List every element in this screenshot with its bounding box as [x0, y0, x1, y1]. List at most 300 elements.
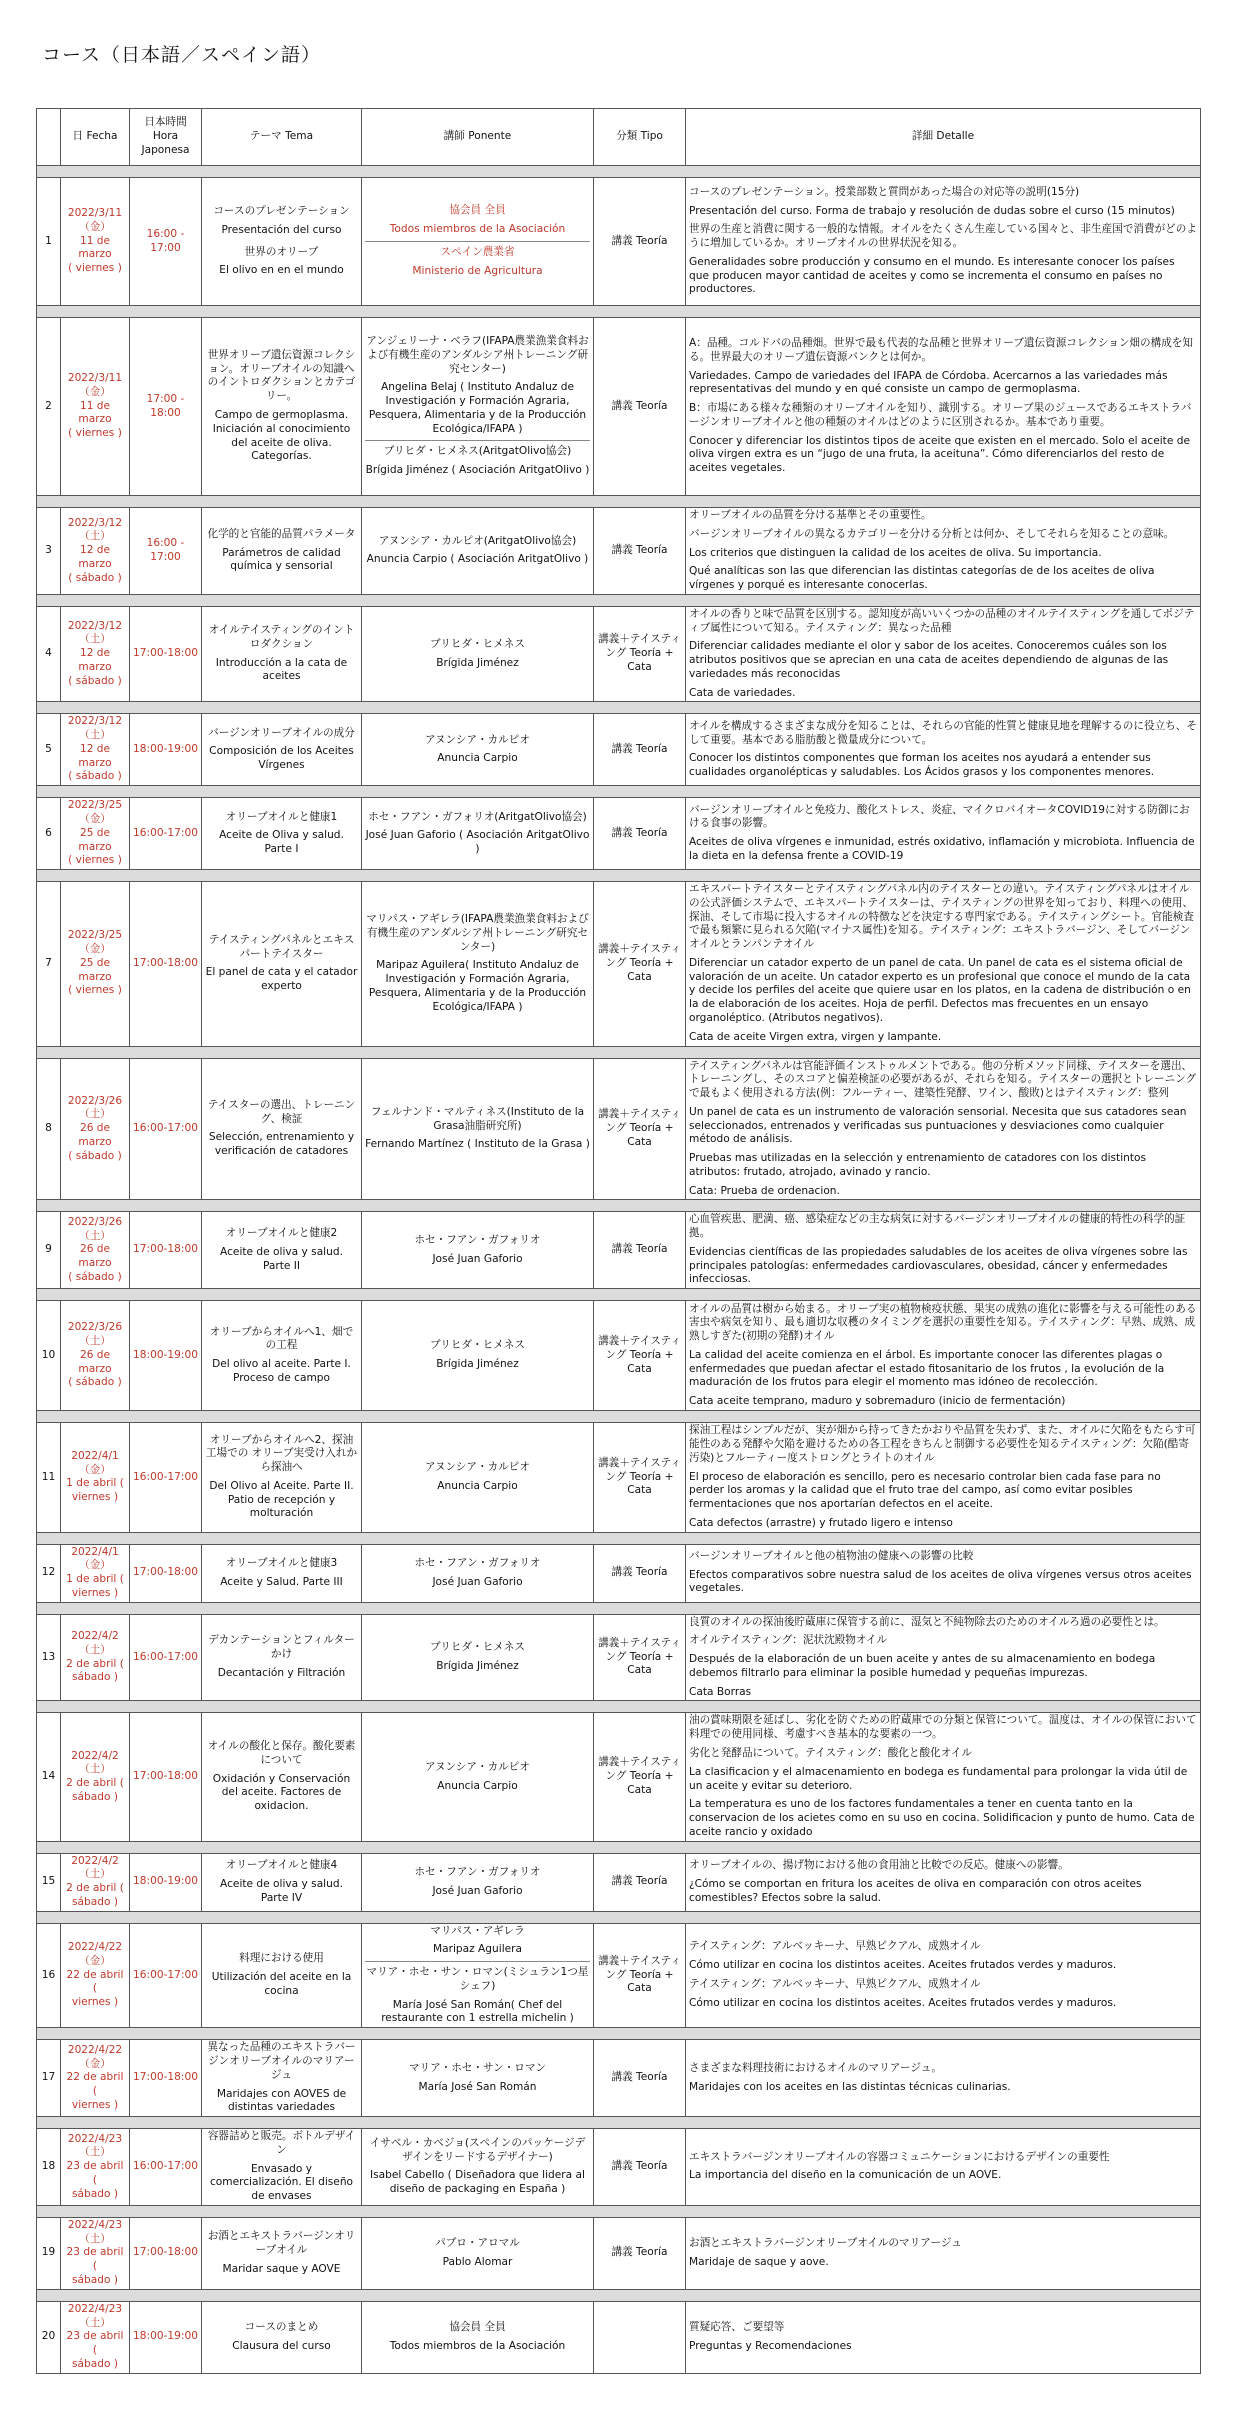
- row-separator: [37, 594, 1201, 606]
- date-line: 23 de abril (: [66, 2160, 124, 2186]
- speaker-entry: [365, 1761, 590, 1794]
- row-time: 16:00-17:00: [130, 1058, 202, 1200]
- detail-line: オイルの品質は樹から始まる。オリーブ実の植物検疫状態、果実の成熟の進化に影響を与える可能性のある害虫や病気を知り、最も適切な収穫のタイミングを選択の重要性を知る。テイスティング：早熟、成熟、成熟しすぎた(初期の発酵)オイル: [689, 1302, 1197, 1343]
- theme-jp: オリーブからオイルへ2、探油工場での オリーブ実受け入れから探油へ: [205, 1433, 358, 1474]
- speaker-jp: アヌンシア・カルピオ(AritgatOlivo協会): [378, 534, 577, 547]
- row-date: [61, 714, 130, 786]
- date-line: viernes ): [71, 1491, 119, 1504]
- date-line: 2022/4/2（土）: [71, 1749, 119, 1776]
- table-row: [37, 2129, 1201, 2206]
- row-theme: [202, 1544, 362, 1602]
- row-tipo: 講義 Teoría: [594, 178, 686, 306]
- header-detail: 詳細 Detalle: [686, 109, 1201, 166]
- detail-line: 良質のオイルの探油後貯蔵庫に保管する前に、湿気と不純物除去のためのオイルろ過の必要性とは。: [689, 1615, 1165, 1628]
- date-line: 1 de abril (: [66, 1573, 124, 1586]
- row-time: 17:00-18:00: [130, 1713, 202, 1841]
- detail-line: Cata: Prueba de ordenacion.: [689, 1184, 840, 1197]
- row-time: 17:00 - 18:00: [130, 318, 202, 496]
- date-line: （金）: [79, 2057, 111, 2070]
- row-theme: [202, 318, 362, 496]
- date-line: 2022/3/12: [67, 715, 123, 728]
- theme-es: Maridajes con AOVES de distintas variedades: [216, 2087, 347, 2114]
- table-row: [37, 1058, 1201, 1200]
- theme-es: Envasado y comercialización. El diseño de envases: [209, 2162, 354, 2203]
- row-separator-cell: [37, 1841, 1201, 1853]
- row-date: [61, 1713, 130, 1841]
- detail-line: Pruebas mas utilizadas en la selección y entrenamiento de catadores con los distintos atributos: frutado, atrojado, avinado y rancio.: [689, 1152, 1147, 1178]
- row-time: 17:00-18:00: [130, 1544, 202, 1602]
- row-separator-cell: [37, 1411, 1201, 1423]
- speaker-es: Maripaz Aguilera( Instituto Andaluz de Investigación y Formación Agraria, Pesquera, Alimentaria y de la Producción Ecológica/IFAPA ): [368, 959, 587, 1013]
- row-detail: [686, 1544, 1201, 1602]
- row-tipo: 講義 Teoría: [594, 2040, 686, 2117]
- row-date: [61, 2129, 130, 2206]
- detail-line: Diferenciar un catador experto de un panel de cata. Un panel de cata es el sistema oficial de valoración de un aceite. Un catador experto es un profesional que conoce el mundo de la cata y decide los perfiles del aceite que quiere usar en los platos, en la cadena de distribución o en la de elaboración de los aceites. Hoja de perfil. Defectos mas frecuentes en un ensayo organoléptico. (Atributos negativos).: [689, 956, 1191, 1024]
- table-row: [37, 606, 1201, 702]
- date-line: 12 de marzo: [78, 742, 112, 769]
- row-speaker: [362, 882, 594, 1046]
- theme-jp: オリーブオイルと健康2: [225, 1227, 338, 1240]
- theme-jp: オリーブからオイルへ1、畑での工程: [209, 1325, 354, 1352]
- detail-line: エキストラバージンオリーブオイルの容器コミュニケーションにおけるデザインの重要性: [689, 2150, 1110, 2163]
- row-theme: [202, 1212, 362, 1289]
- row-theme: [202, 1614, 362, 1701]
- row-theme: [202, 798, 362, 870]
- speaker-entry: [365, 335, 590, 436]
- row-theme: [202, 2129, 362, 2206]
- date-line: 2022/4/1（金）: [71, 1545, 119, 1572]
- row-separator-cell: [37, 786, 1201, 798]
- row-speaker: [362, 178, 594, 306]
- speaker-jp: パブロ・アロマル: [435, 2237, 520, 2250]
- theme-jp: オリーブオイルと健康4: [225, 1858, 338, 1871]
- row-time: 16:00-17:00: [130, 1923, 202, 2028]
- row-separator-cell: [37, 496, 1201, 508]
- row-date: [61, 798, 130, 870]
- row-separator: [37, 166, 1201, 178]
- date-line: （土）: [79, 530, 111, 543]
- course-schedule-table: [36, 108, 1201, 2374]
- speaker-jp: イサベル・カベジョ(スペインのパッケージデザインをリードするデザイナー): [369, 2136, 586, 2163]
- row-tipo: 講義 Teoría: [594, 2129, 686, 2206]
- row-tipo: 講義＋テイスティング Teoría + Cata: [594, 1058, 686, 1200]
- table-row: [37, 1923, 1201, 2028]
- detail-line: お酒とエキストラバージンオリーブオイルのマリアージュ: [689, 2237, 962, 2250]
- row-separator-cell: [37, 2289, 1201, 2301]
- date-line: 2022/4/22: [67, 1941, 123, 1954]
- row-speaker: [362, 714, 594, 786]
- detail-line: Qué analíticas son las que diferencian las distintas categorías de de los aceites de oliva vírgenes y porqué es interesante conocerlas.: [689, 565, 1155, 592]
- row-tipo: 講義＋テイスティング Teoría + Cata: [594, 606, 686, 702]
- speaker-entry: [365, 241, 590, 279]
- detail-line: 質疑応答、ご要望等: [689, 2320, 785, 2333]
- row-number: 1: [37, 178, 61, 306]
- speaker-entry: [365, 734, 590, 767]
- table-row: [37, 1853, 1201, 1911]
- table-row: [37, 318, 1201, 496]
- detail-line: Efectos comparativos sobre nuestra salud de los aceites de oliva vírgenes versus otros aceites vegetales.: [689, 1568, 1192, 1595]
- date-line: 2022/3/26: [67, 1094, 123, 1107]
- detail-line: オイルを構成するさまざまな成分を知ることは、それらの官能的性質と健康見地を理解するのに役立ち、そして重要。基本である脂肪酸と微量成分について。: [689, 719, 1197, 746]
- row-number: 6: [37, 798, 61, 870]
- date-line: viernes ): [71, 1996, 119, 2009]
- date-line: 2 de abril (: [66, 1657, 124, 1670]
- detail-line: Evidencias científicas de las propiedades saludables de los aceites de oliva vírgenes sobre las principales patologías: enfermedades cardiovasculares, obesidad, cáncer y enfermedades infecciosas.: [689, 1245, 1188, 1286]
- row-time: 18:00-19:00: [130, 2301, 202, 2373]
- detail-line: オイルの香りと味で品質を区別する。認知度が高いいくつかの品種のオイルテイスティングを通してポジティブ属性について知る。テイスティング：異なった品種: [689, 607, 1195, 634]
- date-line: 2022/4/2（土）: [71, 1630, 119, 1656]
- header-speaker: 講師 Ponente: [362, 109, 594, 166]
- speaker-entry: [365, 1461, 590, 1494]
- speaker-es: Ministerio de Agricultura: [412, 264, 543, 277]
- row-date: [61, 318, 130, 496]
- theme-es: Introducción a la cata de aceites: [215, 656, 348, 683]
- row-time: 16:00-17:00: [130, 1614, 202, 1701]
- detail-line: オリーブオイルの、揚げ物における他の食用油と比較での反応。健康への影響。: [689, 1858, 1069, 1871]
- speaker-jp: マリア・ホセ・サン・ロマン(ミシュラン1つ星シェフ): [366, 1966, 589, 1992]
- theme-es: Oxidación y Conservación del aceite. Factores de oxidacion.: [212, 1772, 351, 1813]
- speaker-es: Brígida Jiménez ( Asociación AritgatOlivo ): [365, 464, 590, 477]
- row-theme: [202, 1301, 362, 1411]
- date-line: ( viernes ): [68, 854, 122, 867]
- detail-line: バージンオリーブオイルと免疫力、酸化ストレス、炎症、マイクロバイオータCOVID19に対する防御における食事の影響。: [689, 803, 1190, 830]
- speaker-entry: [365, 1925, 590, 1958]
- date-line: ( sábado ): [68, 1376, 122, 1389]
- row-theme: [202, 2301, 362, 2373]
- date-line: （金）: [79, 813, 111, 826]
- row-separator: [37, 306, 1201, 318]
- detail-line: Los criterios que distinguen la calidad de los aceites de oliva. Su importancia.: [689, 546, 1102, 559]
- row-detail: [686, 1853, 1201, 1911]
- row-detail: [686, 2301, 1201, 2373]
- table-row: [37, 798, 1201, 870]
- speaker-entry: [365, 2321, 590, 2354]
- row-time: 17:00-18:00: [130, 1212, 202, 1289]
- row-detail: [686, 882, 1201, 1046]
- date-line: 2022/3/26: [67, 1215, 123, 1228]
- row-detail: [686, 606, 1201, 702]
- row-separator: [37, 1841, 1201, 1853]
- date-line: sábado ): [72, 1790, 118, 1803]
- row-separator: [37, 2028, 1201, 2040]
- row-tipo: [594, 2301, 686, 2373]
- date-line: 25 de marzo: [78, 956, 112, 983]
- row-tipo: 講義＋テイスティング Teoría + Cata: [594, 1423, 686, 1532]
- row-number: 12: [37, 1544, 61, 1602]
- theme-jp: 容器詰めと販売。ボトルデザイン: [207, 2130, 356, 2156]
- row-separator: [37, 2205, 1201, 2217]
- row-number: 5: [37, 714, 61, 786]
- detail-line: Aceites de oliva vírgenes e inmunidad, estrés oxidativo, inflamación y microbiota. Influencia de la dieta en la defensa frente a COVID-19: [689, 836, 1195, 862]
- row-speaker: [362, 606, 594, 702]
- speaker-es: Angelina Belaj ( Instituto Andaluz de Investigación y Formación Agraria, Pesquera, Alimentaria y de la Producción Ecológica/IFAPA ): [368, 381, 587, 435]
- row-date: [61, 2040, 130, 2117]
- theme-es: Decantación y Filtración: [217, 1666, 346, 1679]
- row-speaker: [362, 2040, 594, 2117]
- row-date: [61, 2301, 130, 2373]
- detail-line: A：品種。コルドバの品種畑。世界で最も代表的な品種と世界オリーブ遺伝資源コレクション畑の構成を知る。世界最大のオリーブ遺伝資源バンクとは何か。: [689, 337, 1193, 363]
- detail-line: オリーブオイルの品質を分ける基準とその重要性。: [689, 509, 932, 521]
- date-line: sábado ): [72, 2187, 118, 2200]
- detail-line: バージンオリーブオイルの異なるカテゴリーを分ける分析とは何か、そしてそれらを知ることの意味。: [689, 527, 1175, 540]
- date-line: 1 de abril (: [66, 1477, 124, 1490]
- speaker-entry: [365, 204, 590, 237]
- speaker-jp: ホセ・フアン・ガフォリオ: [414, 1234, 541, 1247]
- row-separator-cell: [37, 166, 1201, 178]
- row-separator-cell: [37, 702, 1201, 714]
- row-time: 16:00 - 17:00: [130, 508, 202, 595]
- date-line: 22 de abril (: [66, 2071, 124, 2098]
- detail-line: Maridaje de saque y aove.: [689, 2255, 829, 2268]
- detail-line: Cata defectos (arrastre) y frutado ligero e intenso: [689, 1516, 953, 1529]
- row-separator: [37, 702, 1201, 714]
- date-line: 23 de abril (: [66, 2330, 124, 2357]
- theme-es: Maridar saque y AOVE: [222, 2262, 341, 2275]
- date-line: 22 de abril (: [66, 1968, 124, 1995]
- detail-line: Preguntas y Recomendaciones: [689, 2339, 852, 2352]
- theme-es: Parámetros de calidad química y sensorial: [222, 546, 341, 573]
- row-tipo: 講義 Teoría: [594, 1544, 686, 1602]
- date-line: （金）: [79, 385, 111, 398]
- detail-line: さまざまな料理技術におけるオイルのマリアージュ。: [689, 2061, 942, 2074]
- table-row: [37, 1544, 1201, 1602]
- row-detail: [686, 2129, 1201, 2206]
- date-line: 2022/4/1（金）: [71, 1449, 119, 1476]
- date-line: ( viernes ): [68, 427, 122, 440]
- row-speaker: [362, 1923, 594, 2028]
- date-line: ( sábado ): [68, 674, 122, 687]
- row-theme: [202, 2217, 362, 2289]
- row-separator: [37, 1602, 1201, 1614]
- date-line: 23 de abril (: [66, 2246, 124, 2273]
- row-tipo: 講義 Teoría: [594, 1853, 686, 1911]
- theme-jp: オリーブオイルと健康1: [225, 810, 338, 823]
- speaker-entry: [365, 440, 590, 478]
- row-tipo: 講義 Teoría: [594, 318, 686, 496]
- row-separator: [37, 1411, 1201, 1423]
- row-speaker: [362, 1212, 594, 1289]
- row-date: [61, 1923, 130, 2028]
- speaker-entry: [365, 811, 590, 857]
- speaker-entry: [365, 1961, 590, 2026]
- theme-jp: テイスティングパネルとエキスパートテイスター: [208, 933, 355, 960]
- row-theme: [202, 1058, 362, 1200]
- detail-line: Cómo utilizar en cocina los distintos aceites. Aceites frutados verdes y maduros.: [689, 1996, 1117, 2009]
- theme-jp: オイルの酸化と保存。酸化要素について: [207, 1740, 356, 1766]
- speaker-entry: [365, 1557, 590, 1590]
- detail-line: La clasificacion y el almacenamiento en bodega es fundamental para prolongar la vida útil de un aceite y evitar su deterioro.: [689, 1765, 1188, 1792]
- date-line: 25 de marzo: [78, 826, 112, 853]
- row-theme: [202, 1923, 362, 2028]
- row-number: 13: [37, 1614, 61, 1701]
- theme-jp: コースのまとめ: [244, 2320, 319, 2333]
- row-speaker: [362, 1614, 594, 1701]
- speaker-entry: [365, 1234, 590, 1267]
- speaker-jp: アンジェリーナ・ベラフ(IFAPA農業漁業食料および有機生産のアンダルシア州トレーニング研究センター): [366, 335, 589, 375]
- theme-es: El panel de cata y el catador experto: [205, 966, 358, 993]
- speaker-entry: [365, 913, 590, 1014]
- date-line: 26 de marzo: [78, 1243, 112, 1270]
- row-date: [61, 508, 130, 595]
- row-time: 18:00-19:00: [130, 1853, 202, 1911]
- date-line: ( viernes ): [68, 262, 122, 275]
- theme-es: Selección, entrenamiento y verificación de catadores: [208, 1131, 355, 1158]
- row-theme: [202, 1423, 362, 1532]
- date-line: 2 de abril (: [66, 1882, 124, 1895]
- date-line: 12 de marzo: [78, 544, 112, 570]
- speaker-jp: ブリヒダ・ヒメネス: [430, 637, 525, 650]
- theme-es: Del Olivo al Aceite. Parte II. Patio de recepción y molturación: [209, 1479, 354, 1520]
- detail-line: Cata de variedades.: [689, 686, 796, 699]
- row-date: [61, 882, 130, 1046]
- speaker-es: Pablo Alomar: [442, 2255, 513, 2268]
- row-separator: [37, 1289, 1201, 1301]
- speaker-jp: アヌンシア・カルピオ: [425, 733, 530, 746]
- row-separator: [37, 1200, 1201, 1212]
- detail-line: La temperatura es uno de los factores fundamentales a tener en cuenta tanto en la conservacion de los acietes como en su uso en cocina. Solidificacion y punto de humo. Cata de aceite rancio y oxidado: [689, 1798, 1195, 1838]
- row-date: [61, 1058, 130, 1200]
- theme-jp: バージンオリーブオイルの成分: [208, 726, 355, 739]
- speaker-jp: スペイン農業省: [440, 246, 515, 258]
- row-separator: [37, 786, 1201, 798]
- row-number: 14: [37, 1713, 61, 1841]
- date-line: 2022/3/12: [67, 516, 123, 529]
- theme-es: Aceite de Oliva y salud. Parte I: [219, 829, 344, 856]
- theme-es: Aceite de oliva y salud. Parte II: [220, 1245, 343, 1272]
- detail-line: Cata de aceite Virgen extra, virgen y lampante.: [689, 1030, 942, 1043]
- speaker-es: Anuncia Carpio ( Asociación AritgatOlivo ): [366, 553, 589, 566]
- row-separator-cell: [37, 306, 1201, 318]
- detail-line: コースのプレゼンテーション。授業部数と質問があった場合の対応等の説明(15分): [689, 185, 1080, 198]
- date-line: viernes ): [71, 1586, 119, 1599]
- row-detail: [686, 1614, 1201, 1701]
- table-row: [37, 882, 1201, 1046]
- row-tipo: 講義 Teoría: [594, 798, 686, 870]
- row-number: 15: [37, 1853, 61, 1911]
- row-time: 17:00-18:00: [130, 2217, 202, 2289]
- header-theme: テーマ Tema: [202, 109, 362, 166]
- date-line: （土）: [79, 633, 111, 646]
- theme-es: Campo de germoplasma. Iniciación al conocimiento del aceite de oliva. Categorías.: [212, 409, 351, 463]
- row-tipo: 講義＋テイスティング Teoría + Cata: [594, 882, 686, 1046]
- row-theme: [202, 714, 362, 786]
- row-time: 18:00-19:00: [130, 1301, 202, 1411]
- row-detail: [686, 1713, 1201, 1841]
- speaker-jp: ホセ・フアン・ガフォリオ(AritgatOlivo協会): [368, 810, 587, 823]
- row-tipo: 講義＋テイスティング Teoría + Cata: [594, 1923, 686, 2028]
- detail-line: La calidad del aceite comienza en el árbol. Es importante conocer las diferentes plagas o enfermedades que puedan afectar el estado fitosanitario de los frutos , la evolución de la maduración de los frutos para elegir el momento mas idóneo de recolección.: [689, 1348, 1165, 1389]
- detail-line: テイスティング：アルベッキーナ、早熟ピクアル、成熟オイル: [689, 1977, 981, 1990]
- speaker-jp: ホセ・フアン・ガフォリオ: [414, 1556, 541, 1569]
- header-date: 日 Fecha: [61, 109, 130, 166]
- row-theme: [202, 882, 362, 1046]
- speaker-jp: マリパス・アギレラ: [430, 1924, 525, 1937]
- date-line: sábado ): [72, 2273, 118, 2286]
- row-time: 17:00-18:00: [130, 606, 202, 702]
- row-detail: [686, 1212, 1201, 1289]
- date-line: 2022/4/2（土）: [71, 1854, 119, 1881]
- row-speaker: [362, 508, 594, 595]
- row-theme: [202, 1853, 362, 1911]
- date-line: 2022/3/26: [67, 1321, 123, 1334]
- table-header-row: [37, 109, 1201, 166]
- speaker-es: Todos miembros de la Asociación: [389, 223, 566, 236]
- row-detail: [686, 1058, 1201, 1200]
- row-separator-cell: [37, 1289, 1201, 1301]
- row-detail: [686, 2040, 1201, 2117]
- row-time: 16:00-17:00: [130, 1423, 202, 1532]
- speaker-entry: [365, 2062, 590, 2095]
- row-separator-cell: [37, 2028, 1201, 2040]
- speaker-entry: [365, 1641, 590, 1674]
- theme-es: Clausura del curso: [232, 2339, 331, 2352]
- row-number: 16: [37, 1923, 61, 2028]
- row-detail: [686, 318, 1201, 496]
- detail-line: El proceso de elaboración es sencillo, pero es necesario controlar bien cada fase para no perder los aromas y la calidad que el fruto trae del campo, así como evitar posibles fermentaciones que nos aportarían defectos en el aceite.: [689, 1470, 1161, 1511]
- row-separator: [37, 870, 1201, 882]
- theme-jp: テイスターの選出、トレーニング、検証: [207, 1098, 356, 1125]
- row-time: 16:00-17:00: [130, 2129, 202, 2206]
- speaker-jp: ブリヒダ・ヒメネス: [430, 1641, 525, 1654]
- speaker-es: Fernando Martínez ( Instituto de la Grasa ): [365, 1138, 590, 1151]
- row-number: 7: [37, 882, 61, 1046]
- row-time: 18:00-19:00: [130, 714, 202, 786]
- row-speaker: [362, 1853, 594, 1911]
- speaker-entry: [365, 2137, 590, 2197]
- detail-line: Variedades. Campo de variedades del IFAPA de Córdoba. Acercarnos a las variedades más representativas del mundo y en qué consiste un campo de germoplasma.: [689, 369, 1168, 396]
- date-line: （土）: [79, 1229, 111, 1242]
- row-separator: [37, 1532, 1201, 1544]
- row-separator: [37, 1911, 1201, 1923]
- row-detail: [686, 1923, 1201, 2028]
- theme-es: Aceite de oliva y salud. Parte IV: [220, 1877, 343, 1904]
- table-row: [37, 1423, 1201, 1532]
- table-row: [37, 1212, 1201, 1289]
- theme-es: Del olivo al aceite. Parte I. Proceso de campo: [212, 1358, 351, 1384]
- row-detail: [686, 508, 1201, 595]
- date-line: 11 de marzo: [78, 399, 112, 426]
- row-number: 18: [37, 2129, 61, 2206]
- date-line: ( sábado ): [68, 1149, 122, 1162]
- row-separator-cell: [37, 1532, 1201, 1544]
- row-separator-cell: [37, 1200, 1201, 1212]
- date-line: （金）: [79, 943, 111, 956]
- date-line: （金）: [79, 1954, 111, 1967]
- table-row: [37, 1713, 1201, 1841]
- date-line: （土）: [79, 729, 111, 742]
- detail-line: 心血管疾患、肥満、癌、感染症などの主な病気に対するバージンオリーブオイルの健康的特性の科学的証拠。: [689, 1213, 1186, 1240]
- detail-line: 劣化と発酵品について。テイスティング：酸化と酸化オイル: [689, 1747, 972, 1759]
- row-separator-cell: [37, 594, 1201, 606]
- table-row: [37, 2217, 1201, 2289]
- date-line: 2022/4/23: [67, 2132, 123, 2145]
- theme-jp: 世界オリーブ遺伝資源コレクション。オリーブオイルの知識へのイントロダクションとカテゴリー。: [207, 348, 356, 403]
- theme-es: Presentación del curso: [221, 223, 342, 236]
- row-separator: [37, 1046, 1201, 1058]
- detail-line: バージンオリーブオイルと他の植物油の健康への影響の比較: [689, 1549, 974, 1562]
- speaker-jp: ホセ・フアン・ガフォリオ: [414, 1865, 541, 1878]
- detail-line: 探油工程はシンプルだが、実が畑から持ってきたかおりや品質を失わず、また、オイルに欠陥をもたらす可能性のある発酵や欠陥を避けるための各工程をきちんと制御する必要性を知るテイスティング：欠陥(酷寄汚染)とフルーティー度ストロングとライトのオイル: [689, 1424, 1196, 1464]
- row-theme: [202, 178, 362, 306]
- row-detail: [686, 1301, 1201, 1411]
- row-number: 10: [37, 1301, 61, 1411]
- speaker-jp: ブリヒダ・ヒメネス: [430, 1339, 525, 1352]
- date-line: 2022/3/11: [67, 372, 123, 385]
- row-separator: [37, 496, 1201, 508]
- date-line: ( sábado ): [68, 770, 122, 783]
- table-row: [37, 714, 1201, 786]
- detail-line: Diferenciar calidades mediante el olor y sabor de los aceites. Conoceremos cuáles son los atributos positivos que se aprecian en una cata de aceites dependiendo de algunas de las variedades más reconocidas: [689, 640, 1169, 680]
